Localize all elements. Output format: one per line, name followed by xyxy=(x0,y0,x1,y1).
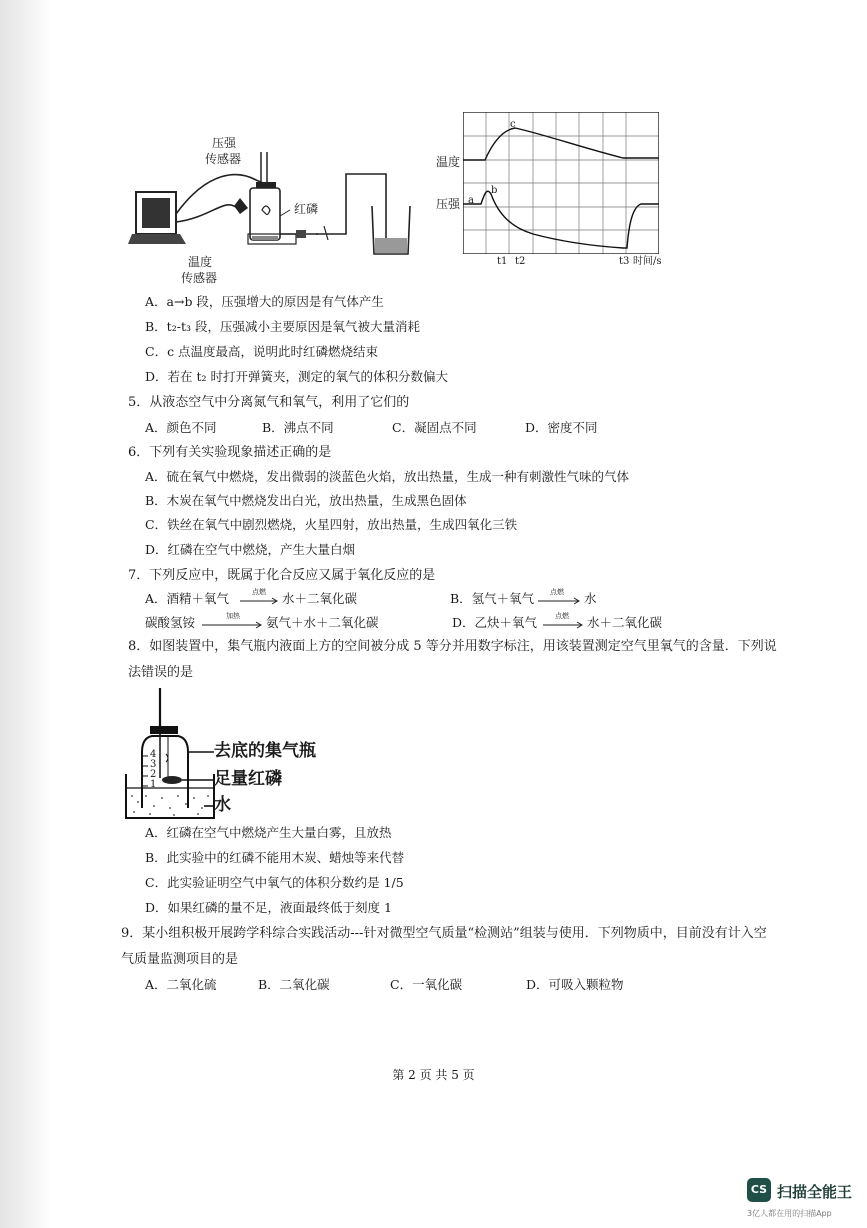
time-axis-label: 时间/s xyxy=(633,256,662,267)
q6-option-c: C．铁丝在氧气中剧烈燃烧，火星四射，放出热量，生成四氧化三铁 xyxy=(145,517,518,532)
q7-b-reactants: B．氢气＋氧气 xyxy=(450,591,535,606)
scanner-logo-icon: CS xyxy=(747,1178,771,1202)
scanner-app-name: 扫描全能王 xyxy=(777,1183,853,1201)
point-c-label: c xyxy=(510,119,516,130)
q7-b-arrow xyxy=(538,597,582,605)
scale-2: 2 xyxy=(150,769,157,780)
q5-option-d: D．密度不同 xyxy=(525,420,598,435)
q9-option-a: A．二氧化硫 xyxy=(145,977,217,992)
scale-3: 3 xyxy=(150,759,157,770)
temperature-axis-label: 温度 xyxy=(436,155,461,169)
q9-option-d: D．可吸入颗粒物 xyxy=(526,977,624,992)
apparatus-figure xyxy=(128,130,428,290)
q7-stem: 7．下列反应中，既属于化合反应又属于氧化反应的是 xyxy=(128,568,436,583)
q5-option-b: B．沸点不同 xyxy=(262,420,334,435)
q5-stem: 5．从液态空气中分离氮气和氧气，利用了它们的 xyxy=(128,395,410,410)
q8-option-b: B．此实验中的红磷不能用木炭、蜡烛等来代替 xyxy=(145,850,405,865)
pressure-sensor-label-1: 压强 xyxy=(212,136,237,150)
t1-label: t1 xyxy=(497,256,508,267)
q7-a-products: 水＋二氧化碳 xyxy=(282,591,358,606)
q9-option-b: B．二氧化碳 xyxy=(258,977,330,992)
q7-c-arrow xyxy=(202,621,264,629)
q4-option-b: B．t₂-t₃ 段，压强减小主要原因是氧气被大量消耗 xyxy=(145,319,420,334)
scale-1: 1 xyxy=(150,779,157,790)
q9-stem-line1: 9．某小组积极开展跨学科综合实践活动---针对微型空气质量“检测站”组装与使用．下列物质中，目前没有计入空 xyxy=(121,926,767,941)
q6-option-a: A．硫在氧气中燃烧，发出微弱的淡蓝色火焰，放出热量，生成一种有刺激性气味的气体 xyxy=(145,469,630,484)
q8-option-c: C．此实验证明空气中氧气的体积分数约是 1/5 xyxy=(145,875,404,890)
scan-edge-shadow xyxy=(0,0,52,1228)
q7-b-products: 水 xyxy=(584,591,597,606)
q7-c-products: 氨气＋水＋二氧化碳 xyxy=(266,615,379,630)
scale-4: 4 xyxy=(150,749,157,760)
red-phosphorus-label: 红磷 xyxy=(294,202,319,216)
q6-option-b: B．木炭在氧气中燃烧发出白光，放出热量，生成黑色固体 xyxy=(145,493,467,508)
q7-a-reactants: A．酒精＋氧气 xyxy=(145,591,230,606)
q8-stem-line2: 法错误的是 xyxy=(128,665,194,680)
q4-option-c: C．c 点温度最高，说明此时红磷燃烧结束 xyxy=(145,344,379,359)
q7-d-products: 水＋二氧化碳 xyxy=(587,615,663,630)
q9-option-c: C．一氧化碳 xyxy=(390,977,463,992)
q7-d-reactants: D．乙炔＋氧气 xyxy=(452,615,538,630)
q7-c-reactants: 碳酸氢铵 xyxy=(145,615,196,630)
q7-c-condition: 加热 xyxy=(226,612,240,620)
q8-stem-line1: 8．如图装置中，集气瓶内液面上方的空间被分成 5 等分并用数字标注，用该装置测定空气里氧气的含量．下列说 xyxy=(128,639,777,654)
q4-option-a: A．a→b 段，压强增大的原因是有气体产生 xyxy=(145,294,384,309)
pressure-sensor-label-2: 传感器 xyxy=(205,152,242,166)
q5-option-a: A．颜色不同 xyxy=(145,420,217,435)
q7-a-condition: 点燃 xyxy=(252,588,266,596)
point-a-label: a xyxy=(468,195,474,206)
temp-sensor-label-1: 温度 xyxy=(188,255,213,269)
point-b-label: b xyxy=(491,185,498,196)
gas-jar-figure xyxy=(124,688,216,822)
red-phosphorus-amount-label: 足量红磷 xyxy=(214,769,282,789)
q6-stem: 6．下列有关实验现象描述正确的是 xyxy=(128,445,332,460)
scanner-tagline: 3亿人都在用的扫描App xyxy=(747,1209,832,1218)
temp-pressure-graph xyxy=(463,112,659,254)
q7-d-condition: 点燃 xyxy=(555,612,569,620)
q8-option-d: D．如果红磷的量不足，液面最终低于刻度 1 xyxy=(145,900,392,915)
temp-sensor-label-2: 传感器 xyxy=(181,271,218,285)
scanner-watermark xyxy=(747,1178,862,1222)
q4-option-d: D．若在 t₂ 时打开弹簧夹，测定的氧气的体积分数偏大 xyxy=(145,369,449,384)
t2-label: t2 xyxy=(515,256,526,267)
t3-label: t3 xyxy=(619,256,630,267)
q5-option-c: C．凝固点不同 xyxy=(392,420,477,435)
q9-stem-line2: 气质量监测项目的是 xyxy=(121,952,239,967)
q7-a-arrow xyxy=(240,597,280,605)
gas-jar-label: 去底的集气瓶 xyxy=(214,741,316,761)
page-number-footer: 第 2 页 共 5 页 xyxy=(392,1068,475,1082)
q7-d-arrow xyxy=(543,621,585,629)
q8-option-a: A．红磷在空气中燃烧产生大量白雾，且放热 xyxy=(145,825,392,840)
water-label: 水 xyxy=(214,795,231,815)
q6-option-d: D．红磷在空气中燃烧，产生大量白烟 xyxy=(145,542,356,557)
pressure-axis-label: 压强 xyxy=(436,197,461,211)
q7-b-condition: 点燃 xyxy=(550,588,564,596)
